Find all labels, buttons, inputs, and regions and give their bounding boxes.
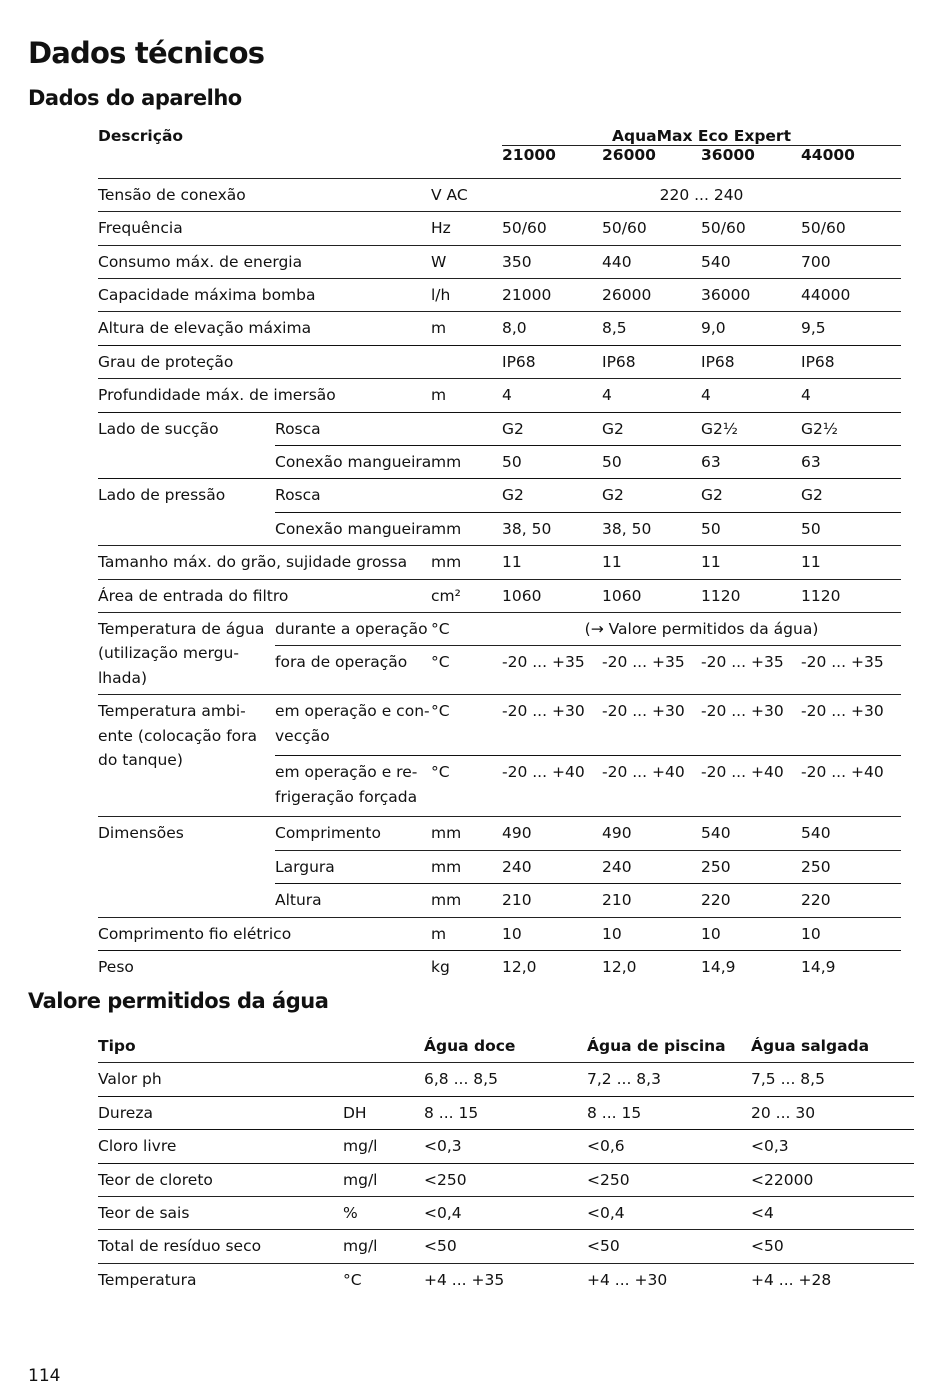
water-values-table (98, 1030, 914, 1296)
cell-value: 1120 (701, 579, 801, 612)
row-label: Consumo máx. de energia (98, 245, 431, 278)
cell-value: 350 (502, 245, 602, 278)
cell-value: IP68 (502, 345, 602, 378)
row-label: fora de operação (275, 646, 431, 695)
table-row (98, 917, 901, 950)
cell-value: 210 (602, 884, 701, 917)
cell-value: 540 (701, 245, 801, 278)
cell-value: <250 (587, 1163, 751, 1196)
cell-value: 10 (701, 917, 801, 950)
row-label: Tensão de conexão (98, 178, 431, 211)
row-label: Total de resíduo seco (98, 1230, 343, 1263)
row-unit: °C (431, 612, 502, 645)
table-row (98, 345, 901, 378)
row-label: Altura de elevação máxima (98, 312, 431, 345)
cell-value: -20 ... +35 (602, 646, 701, 695)
cell-value: 38, 50 (502, 512, 602, 545)
cell-value: G2 (602, 479, 701, 512)
table-row (98, 1163, 914, 1196)
table-row (98, 279, 901, 312)
row-label: Altura (275, 884, 431, 917)
row-unit: l/h (431, 279, 502, 312)
row-unit: °C (431, 646, 502, 695)
row-label: Valor ph (98, 1063, 343, 1096)
cell-value: 11 (701, 546, 801, 579)
header-description: Descrição (98, 127, 184, 145)
table-row (98, 178, 901, 211)
cell-value: 12,0 (502, 950, 602, 983)
row-label: Rosca (275, 412, 431, 445)
row-unit: mm (431, 446, 502, 479)
cell-value: 11 (502, 546, 602, 579)
row-group-label: Lado de sucção (98, 412, 275, 479)
cell-value: 250 (801, 850, 901, 883)
cell-value: G2½ (801, 412, 901, 445)
row-unit: mm (431, 546, 502, 579)
cell-value: 10 (502, 917, 602, 950)
cell-value: -20 ... +40 (602, 756, 701, 817)
model-header: 36000 (701, 146, 801, 179)
header-freshwater: Água doce (424, 1037, 516, 1055)
cell-value: 440 (602, 245, 701, 278)
row-unit: mm (431, 884, 502, 917)
row-unit: cm² (431, 579, 502, 612)
cell-value: <50 (424, 1230, 587, 1263)
row-unit: m (431, 312, 502, 345)
cell-value: 9,0 (701, 312, 801, 345)
cell-value: 6,8 ... 8,5 (424, 1063, 587, 1096)
cell-value: 4 (701, 379, 801, 412)
table-row (98, 212, 901, 245)
cell-value: 50 (701, 512, 801, 545)
cell-value: 50/60 (602, 212, 701, 245)
cell-value: <50 (587, 1230, 751, 1263)
row-unit: m (431, 917, 502, 950)
row-label: Comprimento fio elétrico (98, 917, 431, 950)
table-row (98, 1230, 914, 1263)
cell-value: 1060 (602, 579, 701, 612)
cell-value: 1060 (502, 579, 602, 612)
table-row (98, 479, 901, 512)
row-unit: mg/l (343, 1163, 424, 1196)
cell-value: -20 ... +35 (801, 646, 901, 695)
row-label: Grau de proteção (98, 345, 431, 378)
row-label: Temperatura (98, 1263, 343, 1296)
cell-value: <22000 (751, 1163, 914, 1196)
cell-value: 50 (602, 446, 701, 479)
cell-value: 8 ... 15 (587, 1096, 751, 1129)
cell-value: <0,3 (751, 1130, 914, 1163)
cell-value: 4 (801, 379, 901, 412)
header-pool-water: Água de piscina (587, 1037, 726, 1055)
cell-value: <0,4 (587, 1196, 751, 1229)
row-unit: V AC (431, 178, 502, 211)
cell-value: <250 (424, 1163, 587, 1196)
row-label: Peso (98, 950, 431, 983)
table-model-row (98, 146, 901, 179)
cell-value: 210 (502, 884, 602, 917)
cell-value: 50/60 (701, 212, 801, 245)
row-label: Comprimento (275, 817, 431, 850)
cell-value: 21000 (502, 279, 602, 312)
row-label: Profundidade máx. de imersão (98, 379, 431, 412)
cell-value: 4 (502, 379, 602, 412)
row-label: Conexão mangueira (275, 446, 431, 479)
cell-value: IP68 (801, 345, 901, 378)
row-unit: Hz (431, 212, 502, 245)
cell-value: 50/60 (502, 212, 602, 245)
row-group-label: Temperatura ambi-ente (colocação fora do tanque) (98, 695, 275, 817)
cell-value: 8,5 (602, 312, 701, 345)
cell-value: IP68 (602, 345, 701, 378)
model-header: 44000 (801, 146, 901, 179)
table-row (98, 1063, 914, 1096)
row-label: Teor de sais (98, 1196, 343, 1229)
cell-value: -20 ... +35 (502, 646, 602, 695)
cell-value: <50 (751, 1230, 914, 1263)
row-group-label: Lado de pressão (98, 479, 275, 546)
table-row (98, 412, 901, 445)
cell-value: 220 (801, 884, 901, 917)
table-row (98, 579, 901, 612)
cell-value: G2 (701, 479, 801, 512)
table-row (98, 1263, 914, 1296)
cell-value: -20 ... +30 (801, 695, 901, 756)
cell-value: G2 (502, 479, 602, 512)
cell-value: 36000 (701, 279, 801, 312)
cell-value: 63 (701, 446, 801, 479)
row-unit (431, 412, 502, 445)
row-unit: W (431, 245, 502, 278)
cell-value: 540 (701, 817, 801, 850)
table-row (98, 379, 901, 412)
row-label: Conexão mangueira (275, 512, 431, 545)
header-type: Tipo (98, 1037, 136, 1055)
model-header: 26000 (602, 146, 701, 179)
row-label: Dureza (98, 1096, 343, 1129)
cell-value: G2 (801, 479, 901, 512)
cell-value: 11 (801, 546, 901, 579)
row-value: (→ Valore permitidos da água) (502, 612, 901, 645)
cell-value: 11 (602, 546, 701, 579)
cell-value: 240 (602, 850, 701, 883)
cell-value: 7,2 ... 8,3 (587, 1063, 751, 1096)
table-header-row (98, 1030, 914, 1063)
cell-value: 50 (801, 512, 901, 545)
cell-value: G2 (502, 412, 602, 445)
cell-value: 14,9 (801, 950, 901, 983)
cell-value: 10 (801, 917, 901, 950)
row-group-label: Dimensões (98, 817, 275, 917)
cell-value: 9,5 (801, 312, 901, 345)
cell-value: 12,0 (602, 950, 701, 983)
row-unit: °C (431, 695, 502, 756)
row-unit: m (431, 379, 502, 412)
row-label: Tamanho máx. do grão, sujidade grossa (98, 546, 431, 579)
table-row (98, 546, 901, 579)
cell-value: 50/60 (801, 212, 901, 245)
row-value: 220 ... 240 (502, 178, 901, 211)
row-unit: °C (343, 1263, 424, 1296)
cell-value: IP68 (701, 345, 801, 378)
cell-value: 10 (602, 917, 701, 950)
table-row (98, 817, 901, 850)
table-row (98, 245, 901, 278)
row-label: Capacidade máxima bomba (98, 279, 431, 312)
table-row (98, 1096, 914, 1129)
table-header-row (98, 127, 901, 146)
cell-value: G2½ (701, 412, 801, 445)
cell-value: 44000 (801, 279, 901, 312)
row-unit (431, 345, 502, 378)
cell-value: 540 (801, 817, 901, 850)
cell-value: -20 ... +40 (701, 756, 801, 817)
cell-value: -20 ... +40 (502, 756, 602, 817)
cell-value: -20 ... +30 (602, 695, 701, 756)
cell-value: <0,4 (424, 1196, 587, 1229)
cell-value: 8,0 (502, 312, 602, 345)
cell-value: 700 (801, 245, 901, 278)
cell-value: <0,3 (424, 1130, 587, 1163)
cell-value: 38, 50 (602, 512, 701, 545)
row-unit (431, 479, 502, 512)
cell-value: 250 (701, 850, 801, 883)
row-label: em operação e re-frigeração forçada (275, 756, 431, 817)
section-title-device: Dados do aparelho (28, 86, 242, 110)
row-unit: mg/l (343, 1130, 424, 1163)
row-label: Cloro livre (98, 1130, 343, 1163)
cell-value: +4 ... +30 (587, 1263, 751, 1296)
table-row (98, 695, 901, 756)
cell-value: -20 ... +40 (801, 756, 901, 817)
row-label: Área de entrada do filtro (98, 579, 431, 612)
cell-value: G2 (602, 412, 701, 445)
cell-value: -20 ... +30 (502, 695, 602, 756)
cell-value: <0,6 (587, 1130, 751, 1163)
header-saltwater: Água salgada (751, 1037, 870, 1055)
row-label: Teor de cloreto (98, 1163, 343, 1196)
row-unit: mm (431, 512, 502, 545)
table-row (98, 612, 901, 645)
row-label: em operação e con-vecção (275, 695, 431, 756)
cell-value: -20 ... +30 (701, 695, 801, 756)
page-title: Dados técnicos (28, 36, 265, 70)
row-label: durante a operação (275, 612, 431, 645)
cell-value: 63 (801, 446, 901, 479)
table-row (98, 950, 901, 983)
row-unit: DH (343, 1096, 424, 1129)
cell-value: 1120 (801, 579, 901, 612)
cell-value: 26000 (602, 279, 701, 312)
cell-value: 240 (502, 850, 602, 883)
cell-value: 50 (502, 446, 602, 479)
table-row (98, 312, 901, 345)
row-label: Frequência (98, 212, 431, 245)
cell-value: 8 ... 15 (424, 1096, 587, 1129)
cell-value: <4 (751, 1196, 914, 1229)
model-header: 21000 (502, 146, 602, 179)
section-title-water: Valore permitidos da água (28, 989, 329, 1013)
page-number: 114 (28, 1366, 61, 1386)
device-data-table (98, 127, 901, 983)
row-unit (343, 1063, 424, 1096)
cell-value: 20 ... 30 (751, 1096, 914, 1129)
row-unit: mg/l (343, 1230, 424, 1263)
cell-value: 490 (502, 817, 602, 850)
cell-value: 490 (602, 817, 701, 850)
row-unit: kg (431, 950, 502, 983)
table-row (98, 1196, 914, 1229)
cell-value: -20 ... +35 (701, 646, 801, 695)
row-unit: °C (431, 756, 502, 817)
row-label: Largura (275, 850, 431, 883)
row-group-label: Temperatura de água (utilização mergu-lhada) (98, 612, 275, 694)
header-product: AquaMax Eco Expert (612, 127, 791, 145)
table-row (98, 1130, 914, 1163)
cell-value: +4 ... +28 (751, 1263, 914, 1296)
row-unit: mm (431, 850, 502, 883)
cell-value: 14,9 (701, 950, 801, 983)
row-label: Rosca (275, 479, 431, 512)
cell-value: +4 ... +35 (424, 1263, 587, 1296)
cell-value: 4 (602, 379, 701, 412)
row-unit: % (343, 1196, 424, 1229)
row-unit: mm (431, 817, 502, 850)
cell-value: 7,5 ... 8,5 (751, 1063, 914, 1096)
cell-value: 220 (701, 884, 801, 917)
